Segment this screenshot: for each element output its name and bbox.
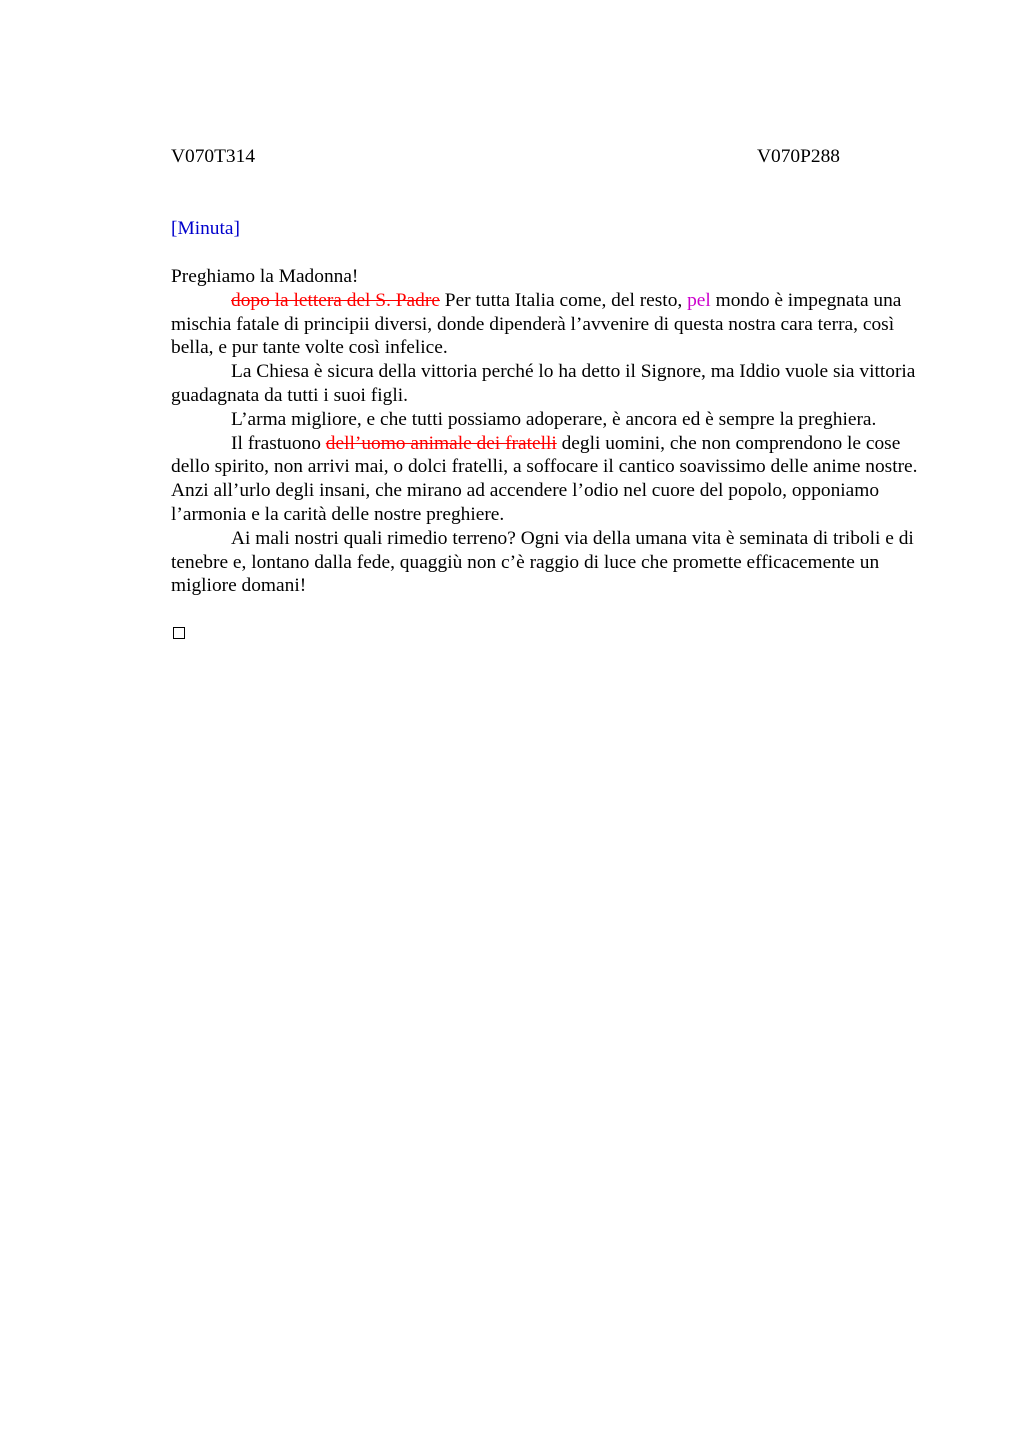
- paragraph-3: L’arma migliore, e che tutti possiamo adoperare, è ancora ed è sempre la preghiera.: [231, 408, 877, 430]
- paragraph-4: [171, 432, 931, 527]
- inserted-text: pel: [687, 289, 711, 311]
- paragraph-text: mondo è impegnata una mischia fatale di principii diversi, donde dipenderà l’avvenire di questa nostra cara terra, così bella, e pur tante volte così infelice.: [171, 289, 902, 359]
- letter-body: [171, 265, 931, 598]
- paragraph-text: degli uomini, che non comprendono le cose dello spirito, non arrivi mai, o dolci fratelli, a soffocare il cantico soavissimo delle anime nostre. Anzi all’urlo degli insani, che mirano ad accendere l’odio nel cuore del popolo, opponiamo l’armonia e la carità delle nostre preghiere.: [171, 432, 918, 525]
- paragraph-text: Per tutta Italia come, del resto,: [439, 289, 688, 311]
- square-box-icon: [173, 627, 185, 639]
- document-header: [171, 145, 931, 171]
- paragraph-text: Il frastuono: [231, 432, 326, 454]
- paragraph-2: La Chiesa è sicura della vittoria perché lo ha detto il Signore, ma Iddio vuole sia vittoria guadagnata da tutti i suoi figli.: [171, 361, 916, 406]
- deleted-text: dell’uomo animale dei fratelli: [325, 432, 557, 454]
- paragraph-1: [171, 289, 931, 360]
- minuta-label: [Minuta]: [171, 218, 240, 239]
- deleted-text: dopo la lettera del S. Padre: [231, 289, 440, 311]
- document-page: [171, 145, 931, 597]
- letter-title-line: Preghiamo la Madonna!: [171, 266, 359, 287]
- document-code-left: V070T314: [171, 146, 256, 167]
- paragraph-5: Ai mali nostri quali rimedio terreno? Ogni via della umana vita è seminata di triboli e di tenebre e, lontano dalla fede, quaggiù non c’è raggio di luce che promette efficacemente un migliore domani!: [171, 527, 914, 597]
- document-code-right: V070P288: [757, 146, 840, 167]
